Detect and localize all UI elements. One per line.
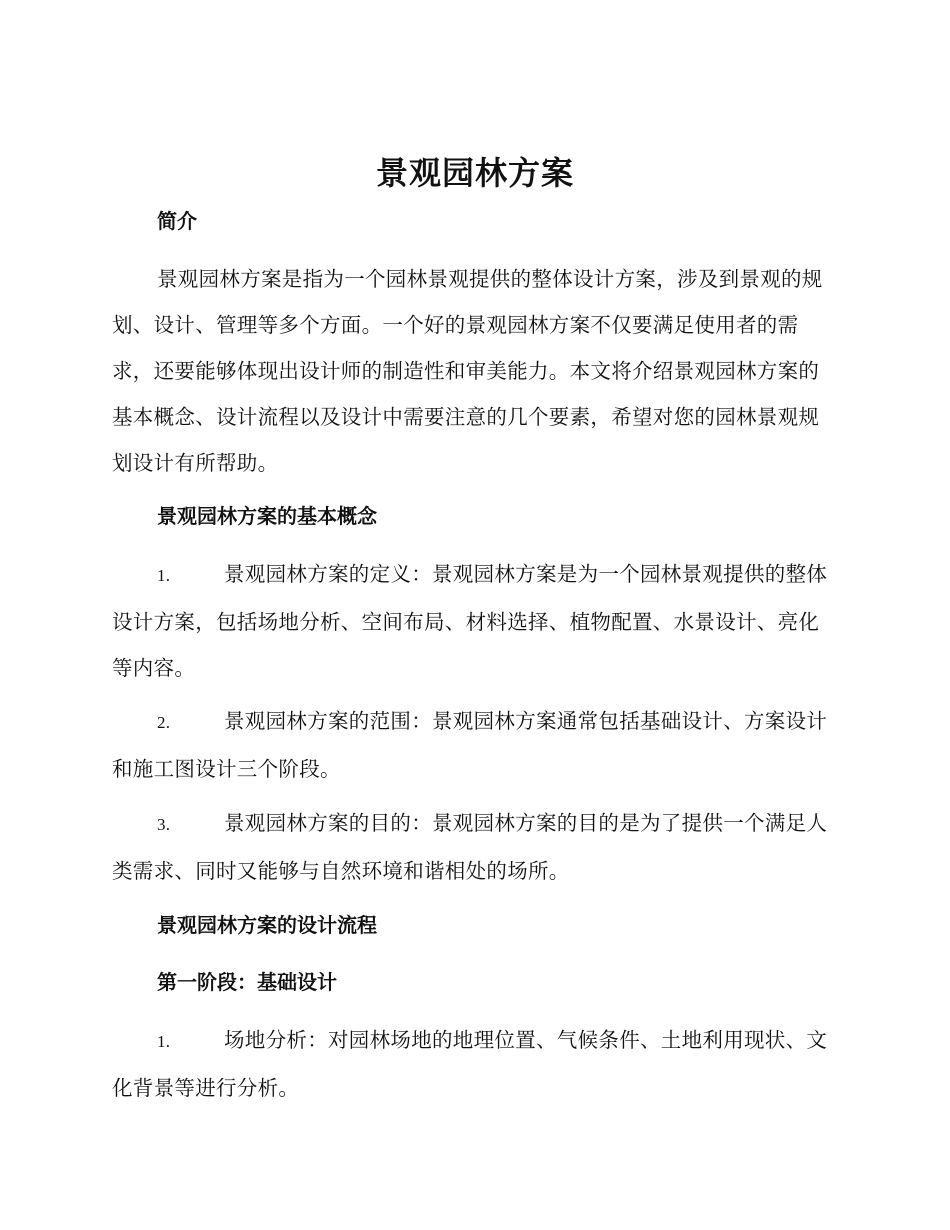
concept-list-item	[112, 551, 837, 691]
concept-heading: 景观园林方案的基本概念	[157, 504, 377, 528]
intro-paragraph: 景观园林方案是指为一个园林景观提供的整体设计方案，涉及到景观的规划、设计、管理等多个方面。一个好的景观园林方案不仅要满足使用者的需求，还要能够体现出设计师的制造性和审美能力。本文将介绍景观园林方案的基本概念、设计流程以及设计中需要注意的几个要素，希望对您的园林景观规划设计有所帮助。	[112, 267, 823, 475]
stage1-list-item	[112, 1017, 837, 1111]
list-item-text: 场地分析：对园林场地的地理位置、气候条件、土地利用现状、文化背景等进行分析。	[112, 1028, 828, 1100]
stage1-heading: 第一阶段：基础设计	[157, 970, 337, 994]
list-number: 1.	[157, 566, 171, 585]
process-heading: 景观园林方案的设计流程	[157, 913, 377, 937]
concept-list-item	[112, 800, 837, 894]
list-item-text: 景观园林方案的定义：景观园林方案是为一个园林景观提供的整体设计方案，包括场地分析、空间布局、材料选择、植物配置、水景设计、亮化等内容。	[112, 562, 828, 680]
intro-heading: 简介	[157, 209, 197, 233]
list-item-text: 景观园林方案的目的：景观园林方案的目的是为了提供一个满足人类需求、同时又能够与自然环境和谐相处的场所。	[112, 811, 828, 883]
list-number: 1.	[157, 1032, 171, 1051]
list-number: 3.	[157, 815, 171, 834]
document-title: 景观园林方案	[375, 154, 574, 192]
list-item-text: 景观园林方案的范围：景观园林方案通常包括基础设计、方案设计和施工图设计三个阶段。	[112, 709, 828, 781]
concept-list-item	[112, 698, 837, 792]
list-number: 2.	[157, 713, 171, 732]
